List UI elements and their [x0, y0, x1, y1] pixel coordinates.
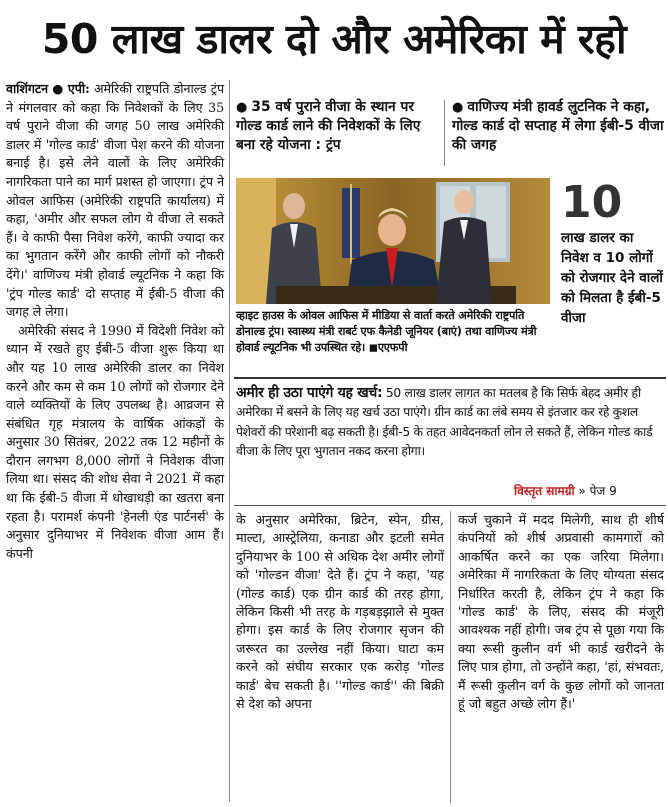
article-text-2: अमेरिकी संसद ने 1990 में विदेशी निवेश को ध्यान में रखते हुए ईबी-5 वीजा शुरू किया था और यह 10 लाख अमेरिकी डालर का निवेश करने और कम से कम 10 लोगों को रोजगार देने वाले व्यक्तियों के लिए उपलब्ध है। आव्रजन से संबंधित गृह मंत्रालय के वार्षिक आंकड़ों के अनुसार 30 सितंबर, 2022 तक 12 महीनों के दौरान लगभग 8,000 लोगों ने निवेशक वीजा लिया था। संसद की शोध सेवा ने 2021 में कहा था कि ईबी-5 वीजा में धोखाधड़ी का खतरा बना रहता है। परामर्श कंपनी 'हेनली एंड पार्टनर्स' के अनुसार दुनियाभर में निवेशक वीजा आम हैं। कंपनी — [6, 322, 224, 561]
article-text-3: के अनुसार अमेरिका, ब्रिटेन, स्पेन, ग्रीस, माल्टा, आस्ट्रेलिया, कनाडा और इटली समेत दुनियाभर के 100 से अधिक देश अमीर लोगों को 'गोल्डन वीजा' देते हैं। ट्रंप ने कहा, 'यह (गोल्ड कार्ड) एक ग्रीन कार्ड की तरह होगा, लेकिन किसी भी तरह के गड़बड़झाले से मुक्त होगा। इस कार्ड के लिए रोजगार सृजन की जरूरत का उल्लेख नहीं किया। घाटा कम करने को संघीय सरकार एक करोड़ 'गोल्ड कार्ड' बेच सकती है। ''गोल्ड कार्ड'' की बिक्री से देश को अपना — [236, 512, 444, 712]
highlight-1 — [236, 98, 441, 155]
highlight-1-text: 35 वर्ष पुराने वीजा के स्थान पर गोल्ड कार्ड लाने की निवेशकों के लिए बना रहे योजना : ट्रंप — [236, 99, 421, 153]
oval-office-photo-illustration — [236, 178, 550, 304]
highlight-2-text: वाणिज्य मंत्री हावर्ड लुटनिक ने कहा, गोल्ड कार्ड दो सप्ताह में लेगा ईबी-5 वीजा की जगह — [452, 99, 664, 153]
bullet-icon: ● — [236, 100, 248, 115]
continued-page: » पेज 9 — [578, 484, 617, 498]
photo-credit: एएफपी — [377, 341, 408, 354]
section-divider — [234, 377, 666, 379]
sub-story-text: 50 लाख डालर लागत का मतलब है कि सिर्फ बेहद अमीर ही अमेरिका में बसने के लिए यह खर्च उठा पाएंगे। ग्रीन कार्ड का लंबे समय से इंतजार कर रहे कुशल पेशेवरों की परेशानी बढ़ सकती है। ईबी-5 के तहत आवेदनकर्ता लोन ले सकते हैं, लेकिन गोल्ड कार्ड वीजा के लिए पूरा भुगतान नकद करना होगा। — [236, 386, 653, 458]
article-column-2 — [236, 511, 444, 713]
bullet-icon: ● — [52, 81, 64, 96]
fact-box-text: लाख डालर का निवेश व 10 लोगों को रोजगार देने वालों को मिलता है ईबी-5 वीजा — [561, 230, 663, 326]
article-column-3 — [458, 511, 664, 713]
photo-caption — [236, 308, 554, 356]
sub-story — [236, 384, 664, 461]
news-photo — [236, 178, 550, 304]
article-paragraph-2 — [6, 322, 224, 564]
section-divider — [234, 505, 666, 506]
continued-label: विस्तृत सामग्री — [514, 484, 575, 498]
fact-box — [561, 178, 665, 328]
agency-tag: एपी: — [67, 81, 90, 96]
article-text-4: कर्ज चुकाने में मदद मिलेगी, साथ ही शीर्ष कंपनियों को शीर्ष अप्रवासी कामगारों को आकर्षित करने का एक जरिया मिलेगा। अमेरिका में नागरिकता के लिए योग्यता संसद निर्धारित करती है, लेकिन ट्रंप ने कहा कि 'गोल्ड कार्ड' के लिए, संसद की मंजूरी आवश्यक नहीं होगी। जब ट्रंप से पूछा गया कि क्या रूसी कुलीन वर्ग भी कार्ड खरीदने के लिए पात्र होगा, तो उन्होंने कहा, 'हां, संभवतः, मैं रूसी कुलीन वर्ग के कुछ लोगों को जानता हूं जो बहुत अच्छे लोग हैं।' — [458, 512, 664, 712]
article-paragraph-1 — [6, 80, 224, 322]
highlight-2 — [452, 98, 666, 155]
headline: 50 लाख डालर दो और अमेरिका में रहो — [41, 15, 627, 63]
continued-link[interactable] — [514, 483, 664, 499]
column-divider — [444, 100, 445, 166]
column-divider — [229, 80, 230, 802]
photo-caption-text: व्हाइट हाउस के ओवल आफिस में मीडिया से वार्ता करते अमेरिकी राष्ट्रपति डोनाल्ड ट्रंप। स्वास्थ्य मंत्री राबर्ट एफ कैनेडी जूनियर (बाएं) तथा वाणिज्य मंत्री होवार्ड ल्यूटनिक भी उपस्थित रहे। — [236, 309, 537, 354]
column-divider — [450, 511, 451, 803]
sub-story-heading: अमीर ही उठा पाएंगे यह खर्च: — [236, 385, 383, 401]
article-column-1 — [6, 80, 224, 563]
dateline: वाशिंगटन — [6, 81, 49, 96]
bullet-icon: ● — [452, 100, 464, 115]
article-text-1: अमेरिकी राष्ट्रपति डोनाल्ड ट्रंप ने मंगलवार को कहा कि निवेशकों के लिए 35 वर्ष पुराने वीजा की जगह 50 लाख अमेरिकी डालर में 'गोल्ड कार्ड' वीजा पेश करने की योजना बनाई है। इसे लेने वालों के लिए अमेरिकी नागरिकता पाने का मार्ग प्रशस्त हो जाएगा। ट्रंप ने ओवल आफिस (अमेरिकी राष्ट्रपति कार्यालय) में कहा, 'अमीर और सफल लोग ये वीजा ले सकते हैं। वे काफी पैसा निवेश करेंगे, काफी ज्यादा कर का भुगतान करेंगे और काफी लोगों को नौकरी देंगे।' वाणिज्य मंत्री होवार्ड ल्यूटनिक ने कहा कि 'ट्रंप गोल्ड कार्ड' दो सप्ताह में ईबी-5 वीजा की जगह ले लेगा। — [6, 81, 225, 320]
fact-box-number: 10 — [561, 177, 623, 228]
camera-icon: ◼ — [368, 341, 378, 354]
